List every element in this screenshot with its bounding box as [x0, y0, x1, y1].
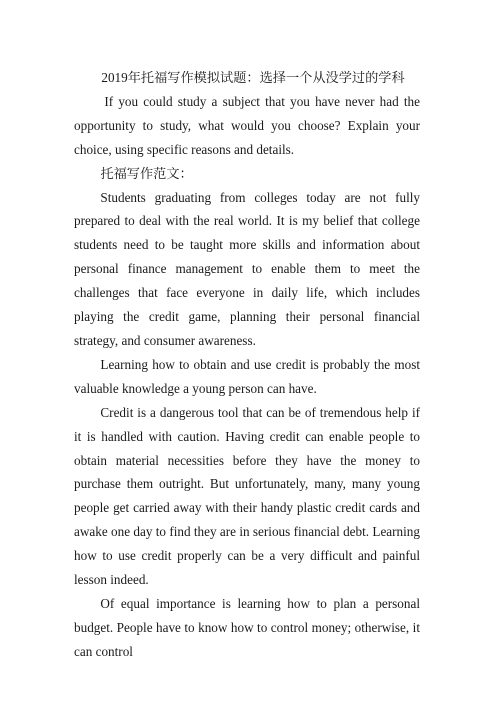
- essay-paragraph-3: Credit is a dangerous tool that can be of tremendous help if it is handled with caution. Having credit can enable people to obtain material necessities before they have the money to purchase them outright. But unfortunately, many, many young people get carried away with their handy plastic credit cards and awake one day to find they are in serious financial debt. Learning how to use credit properly can be a very difficult and painful lesson indeed.: [74, 404, 420, 588]
- essay-prompt: If you could study a subject that you have never had the opportunity to study, what would you choose? Explain your choice, using specific reasons and details.: [74, 93, 420, 157]
- document-title: 2019年托福写作模拟试题：选择一个从没学过的学科: [101, 70, 405, 85]
- essay-paragraph-4: Of equal importance is learning how to plan a personal budget. People have to know how to control money; otherwise, it can control: [74, 595, 420, 659]
- sample-essay-label: 托福写作范文：: [100, 165, 193, 181]
- document-body: [74, 66, 420, 664]
- essay-paragraph-2: Learning how to obtain and use credit is probably the most valuable knowledge a young person can have.: [74, 356, 420, 396]
- essay-paragraph-1: Students graduating from colleges today are not fully prepared to deal with the real world. It is my belief that college students need to be taught more skills and information about personal finance management to enable them to meet the challenges that face everyone in daily life, which includes playing the credit game, planning their personal financial strategy, and consumer awareness.: [74, 189, 420, 348]
